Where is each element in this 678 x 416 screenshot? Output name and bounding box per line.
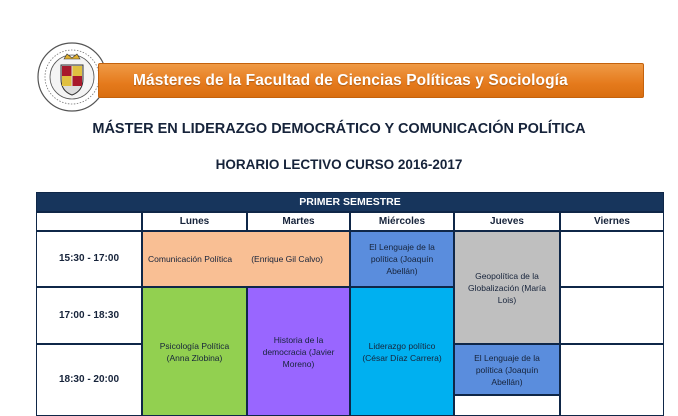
class-name: Comunicación Política bbox=[148, 254, 233, 264]
empty-slot bbox=[560, 231, 664, 287]
class-lenguaje-politica: El Lenguaje de la política (Joaquín Abellán) bbox=[454, 344, 560, 395]
day-header-viernes: Viernes bbox=[560, 212, 664, 231]
empty-slot bbox=[454, 395, 560, 416]
class-comunicacion-politica bbox=[142, 231, 350, 287]
time-slot: 15:30 - 17:00 bbox=[36, 231, 142, 287]
page-title: MÁSTER EN LIDERAZGO DEMOCRÁTICO Y COMUNICACIÓN POLÍTICA bbox=[92, 121, 586, 137]
day-header-lunes: Lunes bbox=[142, 212, 247, 231]
empty-slot bbox=[560, 344, 664, 416]
empty-slot bbox=[560, 287, 664, 344]
page-subtitle: HORARIO LECTIVO CURSO 2016-2017 bbox=[215, 157, 463, 172]
class-teacher: (Enrique Gil Calvo) bbox=[251, 254, 323, 264]
schedule-table bbox=[36, 192, 664, 416]
class-historia-democracia: Historia de la democracia (Javier Moreno) bbox=[247, 287, 350, 416]
day-header-miercoles: Miércoles bbox=[350, 212, 454, 231]
faculty-banner: Másteres de la Facultad de Ciencias Políticas y Sociología bbox=[98, 63, 644, 98]
class-geopolitica: Geopolítica de la Globalización (María Lois) bbox=[454, 231, 560, 344]
class-lenguaje-politica: El Lenguaje de la política (Joaquín Abellán) bbox=[350, 231, 454, 287]
time-slot: 18:30 - 20:00 bbox=[36, 344, 142, 416]
semester-header: PRIMER SEMESTRE bbox=[36, 192, 664, 212]
class-liderazgo-politico: Liderazgo político (César Díaz Carrera) bbox=[350, 287, 454, 416]
time-slot: 17:00 - 18:30 bbox=[36, 287, 142, 344]
day-header-jueves: Jueves bbox=[454, 212, 560, 231]
class-psicologia-politica: Psicología Política (Anna Zlobina) bbox=[142, 287, 247, 416]
corner-cell bbox=[36, 212, 142, 231]
day-header-martes: Martes bbox=[247, 212, 350, 231]
